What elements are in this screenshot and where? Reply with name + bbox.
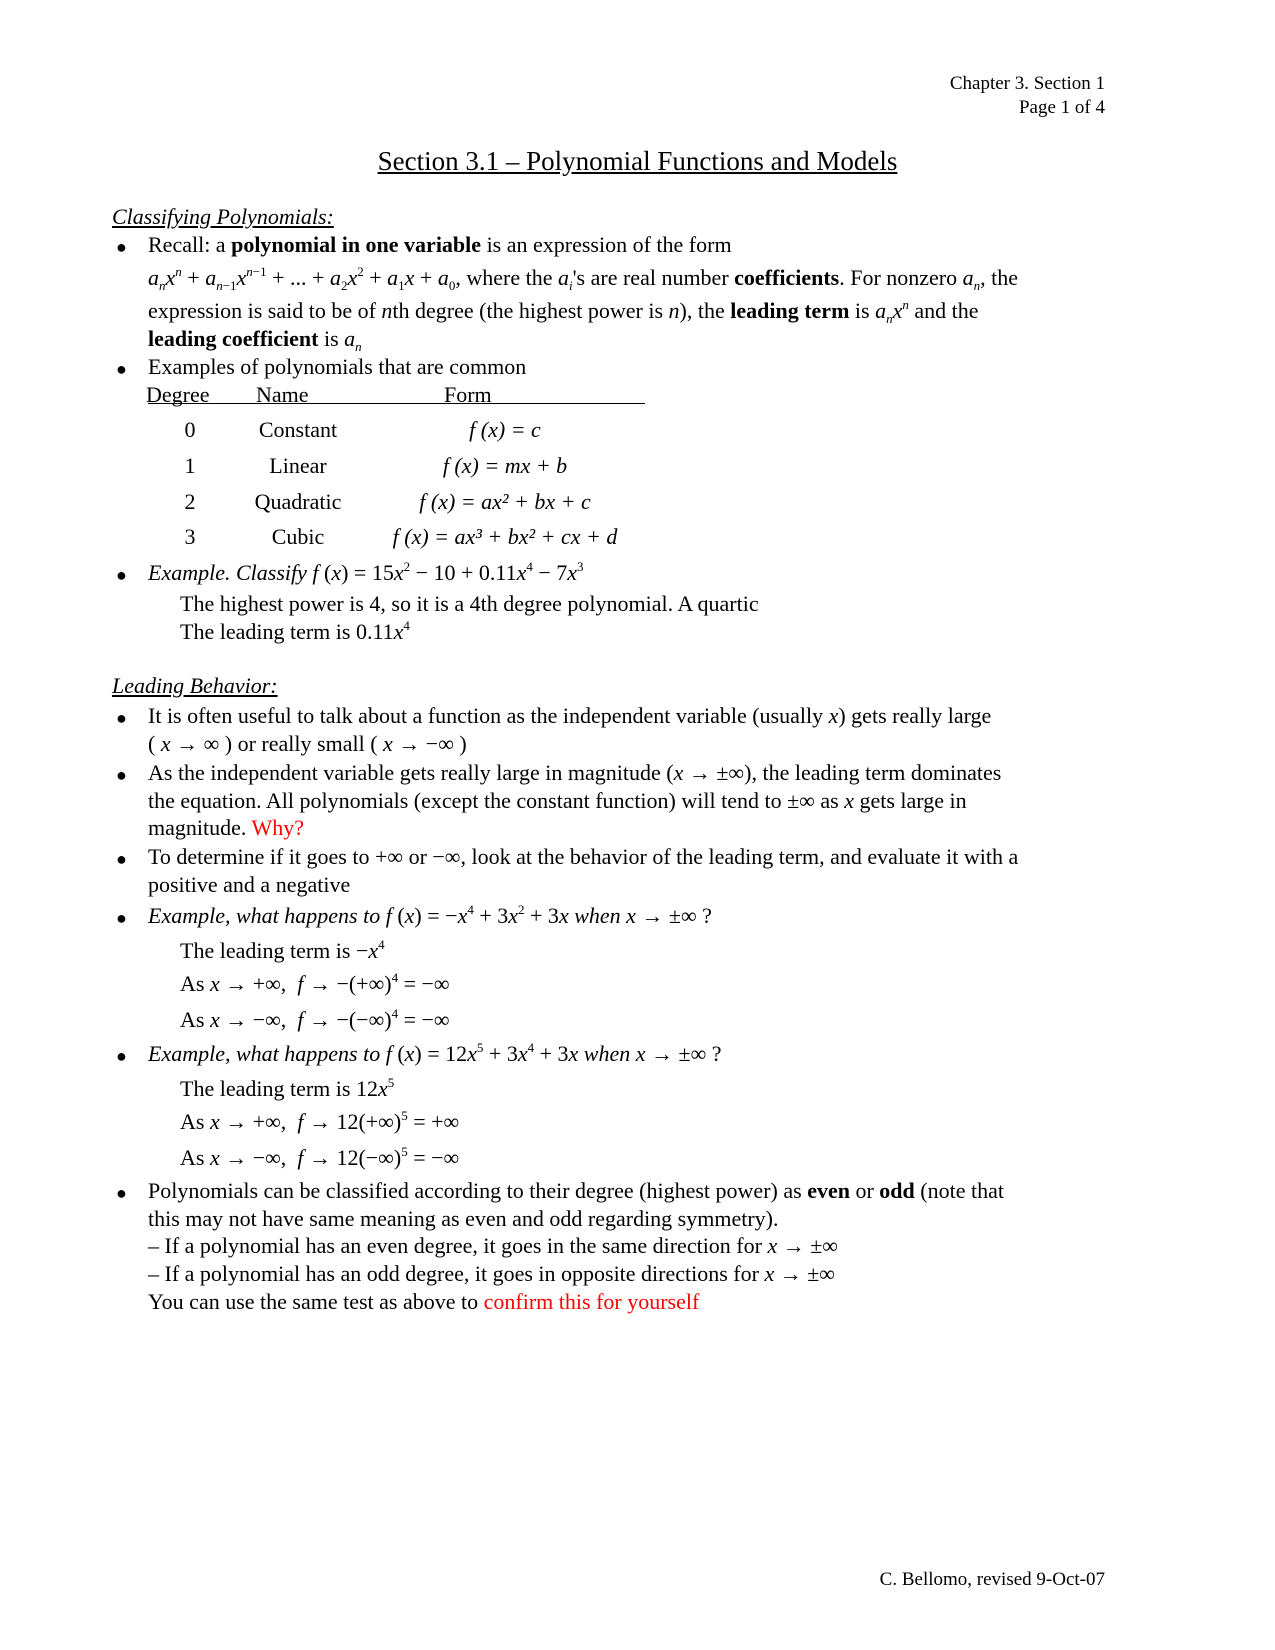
leading-bullet-3-line-2: positive and a negative (148, 872, 351, 897)
table-row-degree: 2 (184, 489, 196, 514)
table-row-form: f (x) = c (469, 417, 541, 442)
leading-bullet-2-line-1: As the independent variable gets really large in magnitude (x → ±∞), the leading term dominates (148, 760, 1002, 785)
table-header-name: Name (256, 382, 309, 407)
bullet: ● (116, 765, 127, 785)
footer-author: C. Bellomo, revised 9-Oct-07 (879, 1569, 1105, 1590)
polynomial-form-line: $a_nx^n + a_{n-1}x^{n-1}$ + ... + $a_2x^2 + a_1x + a_0$, where the $a_i's$ are real number coefficients. For nonzero $a_n$, the (148, 264, 1019, 293)
even-odd-line-4: – If a polynomial has an odd degree, it goes in opposite directions for x → ±∞ (148, 1261, 835, 1286)
example-2-neg-inf: As x → −∞, f → 12(−∞)$^5$ = −∞ (180, 1144, 460, 1170)
confirm-link: confirm this for yourself (483, 1289, 700, 1314)
bullet: ● (116, 1046, 127, 1066)
table-header-rule (148, 381, 645, 404)
example-1-neg-inf: As x → −∞, f → −(−∞)$^4$ = −∞ (180, 1006, 450, 1032)
table-row-name: Quadratic (254, 489, 342, 514)
example-2-pos-inf: As x → +∞, f → 12(+∞)$^5$ = +∞ (180, 1108, 460, 1134)
bullet: ● (116, 849, 127, 869)
leading-bullet-3-line-1: To determine if it goes to +∞ or −∞, look at the behavior of the leading term, and evaluate it with a (148, 844, 1019, 869)
even-odd-line-2: this may not have same meaning as even and odd regarding symmetry). (148, 1206, 779, 1231)
section-heading-classifying: Classifying Polynomials: (112, 204, 334, 229)
table-row-form: f (x) = mx + b (442, 453, 568, 478)
leading-coefficient-line: leading coefficient is $a_n$ (148, 326, 362, 354)
even-odd-line-3: – If a polynomial has an even degree, it goes in the same direction for x → ±∞ (148, 1233, 838, 1258)
example-1-leading-term: The leading term is $-x^4$ (180, 937, 385, 963)
example-answer-2: The leading term is $0.11x^4$ (180, 618, 410, 644)
bullet: ● (116, 1183, 127, 1203)
example-answer-1: The highest power is 4, so it is a 4th degree polynomial. A quartic (180, 591, 759, 616)
even-odd-line-5: You can use the same test as above to confirm this for yourself (148, 1289, 700, 1314)
leading-bullet-2-line-3: magnitude. Why? (148, 815, 305, 840)
example-1-pos-inf: As x → +∞, f → −(+∞)$^4$ = −∞ (180, 970, 450, 996)
example-1-question: Example, what happens to f $(x) = -x^4 + 3x^2 + 3x$ when x → ±∞ ? (148, 902, 712, 928)
table-header-degree: Degree (146, 382, 210, 407)
table-row-degree: 1 (184, 453, 196, 478)
chapter-label: Chapter 3. Section 1 (949, 73, 1105, 94)
leading-bullet-1-line-2: ( x → ∞ ) or really small ( x → −∞ ) (148, 731, 467, 756)
table-header-form: Form (444, 382, 492, 407)
why-link: Why? (251, 815, 305, 840)
table-row-degree: 0 (184, 417, 196, 442)
page-label: Page 1 of 4 (1018, 97, 1105, 118)
table-row-degree: 3 (184, 524, 196, 549)
bullet: ● (116, 359, 127, 379)
table-row-name: Constant (258, 417, 338, 442)
examples-intro: Examples of polynomials that are common (148, 354, 527, 379)
bullet: ● (116, 237, 127, 257)
bullet: ● (116, 708, 127, 728)
example-2-leading-term: The leading term is $12x^5$ (180, 1075, 395, 1101)
bullet: ● (116, 565, 127, 585)
section-heading-leading: Leading Behavior: (112, 673, 278, 698)
table-row-form: f (x) = ax³ + bx² + cx + d (392, 524, 618, 549)
recall-line: Recall: a polynomial in one variable is an expression of the form (148, 232, 732, 257)
table-row-name: Linear (269, 453, 327, 478)
table-row-form: f (x) = ax² + bx + c (419, 489, 591, 514)
example-classify: Example. Classify f $(x) = 15x^2 - 10 + 0.11x^4 - 7x^3$ (148, 559, 584, 585)
even-odd-line-1: Polynomials can be classified according to their degree (highest power) as even or odd (note that (148, 1178, 1004, 1203)
example-2-question: Example, what happens to f $(x) = 12x^5 + 3x^4 + 3x$ when x → ±∞ ? (148, 1040, 722, 1066)
bullet: ● (116, 908, 127, 928)
degree-explanation-line: expression is said to be of nth degree (the highest power is n), the leading term is $a_nx^n$ and the (148, 297, 979, 326)
leading-bullet-2-line-2: the equation. All polynomials (except the constant function) will tend to ±∞ as x gets large in (148, 788, 967, 813)
page-title: Section 3.1 – Polynomial Functions and Models (377, 146, 898, 176)
table-row-name: Cubic (271, 524, 325, 549)
leading-bullet-1-line-1: It is often useful to talk about a function as the independent variable (usually x) gets really large (148, 703, 992, 728)
